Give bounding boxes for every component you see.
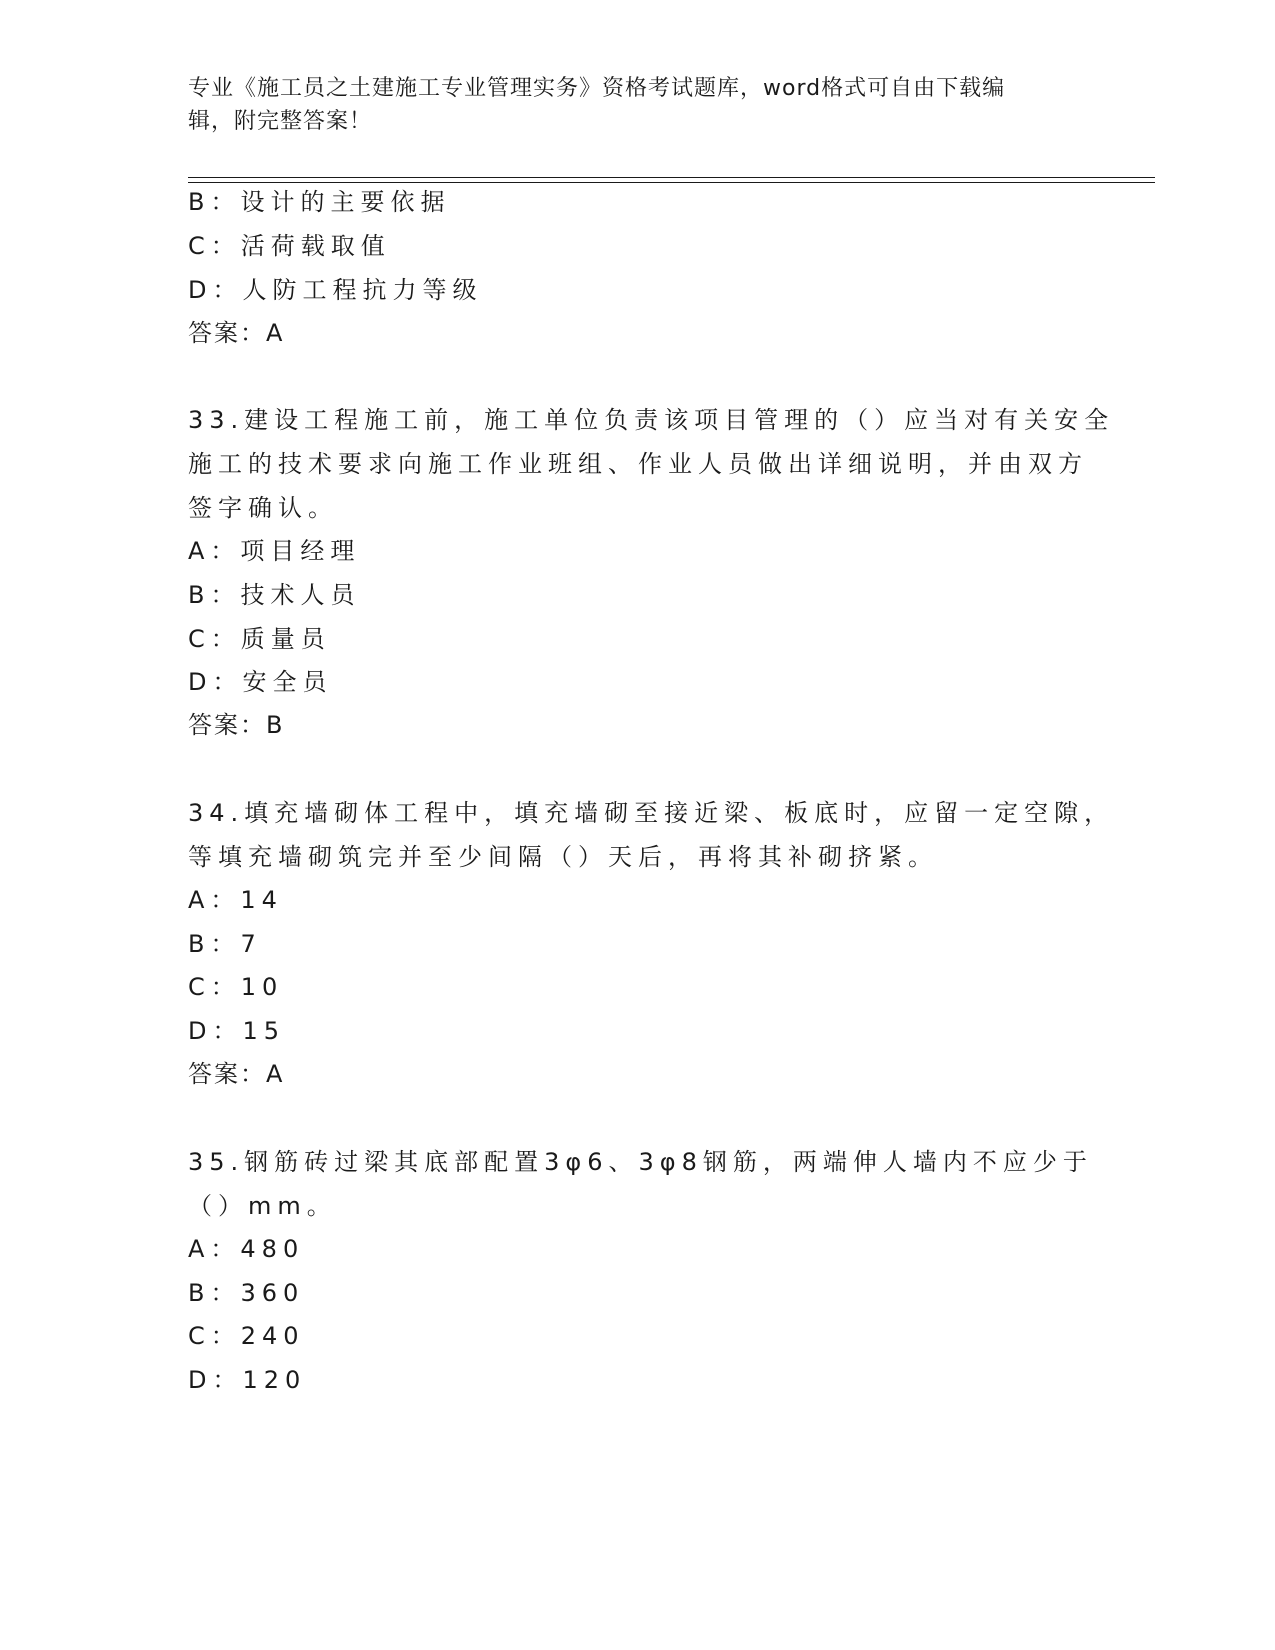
q33-option-b: B：技术人员 — [188, 581, 361, 609]
q34-stem-line-2: 等填充墙砌筑完并至少间隔（）天后，再将其补砌挤紧。 — [188, 843, 938, 871]
q35-option-d: D：120 — [188, 1366, 307, 1394]
q33-option-c: C：质量员 — [188, 625, 331, 653]
q32-option-b: B：设计的主要依据 — [188, 188, 451, 216]
q33-option-a: A：项目经理 — [188, 537, 361, 565]
q34-stem-line-1: 34.填充墙砌体工程中，填充墙砌至接近梁、板底时，应留一定空隙， — [188, 799, 1115, 827]
q35-option-a: A：480 — [188, 1235, 305, 1263]
q33-option-d: D：安全员 — [188, 668, 333, 696]
q32-option-c: C：活荷载取值 — [188, 232, 391, 260]
document-header — [188, 72, 1068, 138]
header-line-2: 辑，附完整答案！ — [188, 109, 373, 134]
header-line-1: 专业《施工员之土建施工专业管理实务》资格考试题库，word格式可自由下载编 — [188, 76, 1006, 101]
q35-option-c: C：240 — [188, 1322, 305, 1350]
q33-stem-line-3: 签字确认。 — [188, 494, 338, 522]
q32-answer: 答案：A — [188, 319, 285, 347]
q35-option-b: B：360 — [188, 1279, 305, 1307]
header-divider-bottom — [188, 182, 1155, 183]
header-divider-top — [188, 177, 1155, 178]
q34-option-b: B：7 — [188, 930, 262, 958]
q34-answer: 答案：A — [188, 1060, 285, 1088]
q35-stem-line-2: （）mm。 — [188, 1192, 337, 1220]
q33-stem-line-1: 33.建设工程施工前，施工单位负责该项目管理的（）应当对有关安全 — [188, 406, 1115, 434]
q32-option-d: D：人防工程抗力等级 — [188, 276, 483, 304]
q34-option-a: A：14 — [188, 886, 283, 914]
q33-answer: 答案：B — [188, 711, 285, 739]
q34-option-d: D：15 — [188, 1017, 286, 1045]
q34-option-c: C：10 — [188, 973, 284, 1001]
q35-stem-line-1: 35.钢筋砖过梁其底部配置3φ6、3φ8钢筋，两端伸人墙内不应少于 — [188, 1148, 1093, 1176]
q33-stem-line-2: 施工的技术要求向施工作业班组、作业人员做出详细说明，并由双方 — [188, 450, 1088, 478]
